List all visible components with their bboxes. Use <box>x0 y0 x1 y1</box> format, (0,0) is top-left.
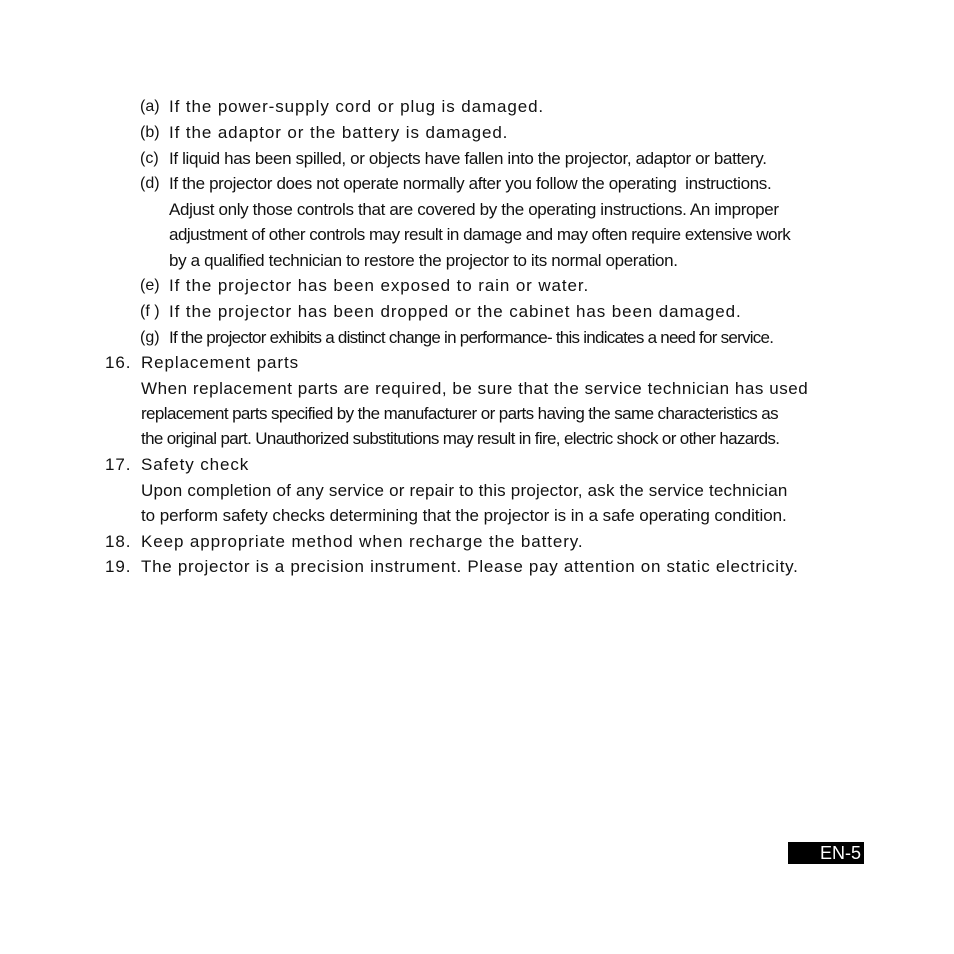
item-g-text: If the projector exhibits a distinct change in performance- this indicates a need for service. <box>169 328 774 347</box>
section-17-line-2: to perform safety checks determining that the projector is in a safe operating condition. <box>141 506 787 525</box>
section-16-title: Replacement parts <box>141 353 299 372</box>
item-d-line-3: adjustment of other controls may result in damage and may often require extensive work <box>169 225 791 244</box>
section-16-number: 16. <box>105 353 132 372</box>
item-a-text: If the power-supply cord or plug is damaged. <box>169 97 545 116</box>
item-b-text: If the adaptor or the battery is damaged. <box>169 123 509 142</box>
item-f-text: If the projector has been dropped or the cabinet has been damaged. <box>169 302 742 321</box>
section-17-line-1: Upon completion of any service or repair to this projector, ask the service technician <box>141 481 788 500</box>
item-e-text: If the projector has been exposed to rain or water. <box>169 276 590 295</box>
section-16-line-1: When replacement parts are required, be sure that the service technician has used <box>141 379 809 398</box>
item-d-label: (d) <box>140 175 160 192</box>
item-d-line-2: Adjust only those controls that are covered by the operating instructions. An improper <box>169 200 779 219</box>
item-a-label: (a) <box>140 98 160 115</box>
item-c-text: If liquid has been spilled, or objects have fallen into the projector, adaptor or battery. <box>169 149 767 168</box>
page-number-badge: EN-5 <box>788 842 864 864</box>
item-d-line-4: by a qualified technician to restore the projector to its normal operation. <box>169 251 678 270</box>
item-b-label: (b) <box>140 124 160 141</box>
item-c-label: (c) <box>140 150 159 167</box>
section-17-number: 17. <box>105 455 132 474</box>
section-17-title: Safety check <box>141 455 250 474</box>
section-18-number: 18. <box>105 532 132 551</box>
section-18-text: Keep appropriate method when recharge the battery. <box>141 532 584 551</box>
item-d-line-1: If the projector does not operate normally after you follow the operating instructions. <box>169 174 772 193</box>
item-g-label: (g) <box>140 329 160 346</box>
section-19-number: 19. <box>105 557 132 576</box>
item-f-label: (f ) <box>140 303 160 320</box>
section-16-line-2: replacement parts specified by the manufacturer or parts having the same characteristics as <box>141 404 779 423</box>
section-16-line-3: the original part. Unauthorized substitutions may result in fire, electric shock or other hazards. <box>141 429 780 448</box>
section-19-text: The projector is a precision instrument. Please pay attention on static electricity. <box>141 557 799 576</box>
item-e-label: (e) <box>140 277 160 294</box>
